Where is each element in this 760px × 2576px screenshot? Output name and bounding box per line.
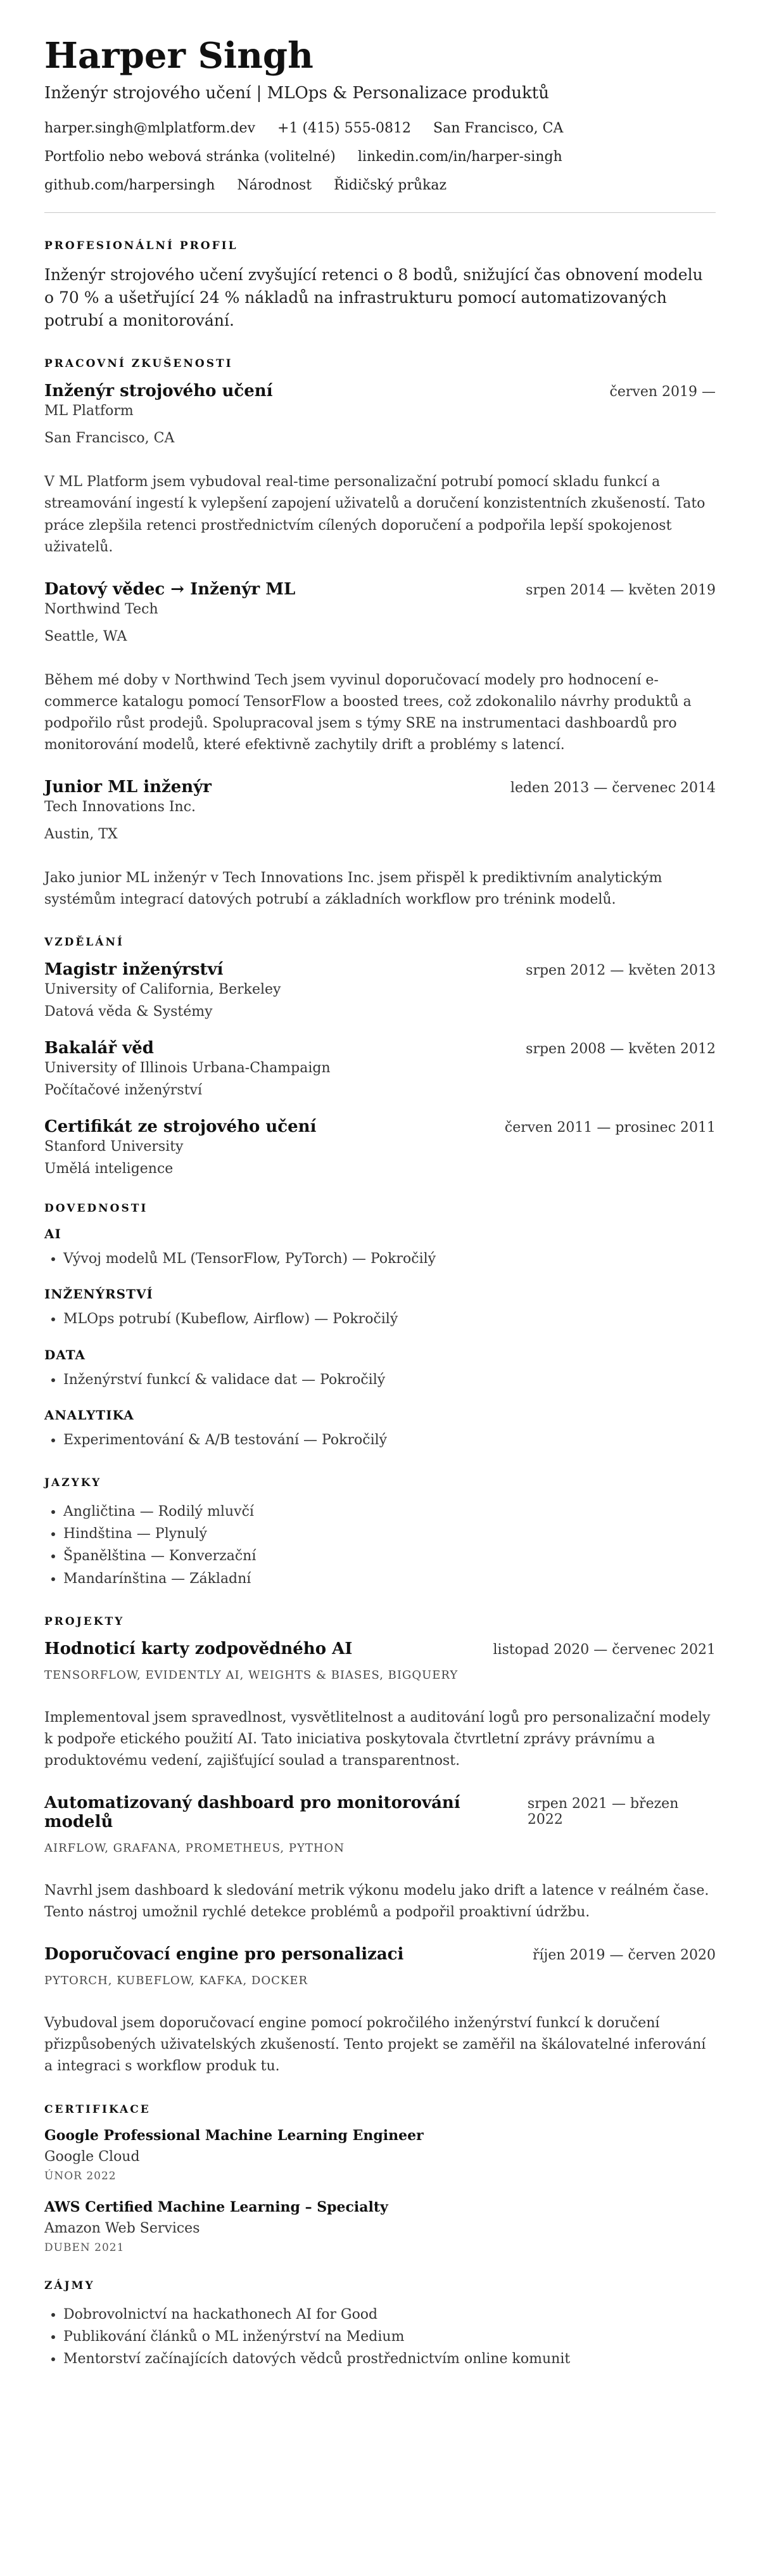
certification-entry (44, 2127, 716, 2182)
languages-section (44, 1477, 716, 1590)
degree-title: Magistr inženýrství (44, 960, 224, 980)
degree-title: Bakalář věd (44, 1039, 154, 1058)
skill-group (44, 1347, 716, 1391)
candidate-name: Harper Singh (44, 35, 314, 77)
interest-item: • Mentorství začínajících datových vědců prostřednictvím online komunit (63, 2348, 716, 2370)
study-field: Počítačové inženýrství (44, 1082, 203, 1099)
language-item: • Mandarínština — Základní (63, 1568, 716, 1590)
interest-list (44, 2304, 716, 2371)
job-location: Austin, TX (44, 826, 118, 843)
experience-entry (44, 778, 716, 911)
job-description: V ML Platform jsem vybudoval real-time personalizační potrubí pomocí skladu funkcí a streamování ingestí k vylepšení zapojení uživatelů a doručení konzistentních zkušeností. Tato práce zlepšila retenci prostřednictvím cílených doporučení a podpořila lepší spokojenost uživatelů. (44, 474, 706, 555)
contact-location: San Francisco, CA (433, 120, 564, 136)
job-location: San Francisco, CA (44, 430, 175, 447)
education-entry (44, 1117, 716, 1177)
project-tech-stack: PYTORCH, KUBEFLOW, KAFKA, DOCKER (44, 1974, 308, 1988)
education-entry (44, 960, 716, 1020)
contact-line-1 (44, 120, 716, 136)
project-entry (44, 1639, 716, 1772)
certification-name: AWS Certified Machine Learning – Specialty (44, 2198, 388, 2215)
language-item: • Angličtina — Rodilý mluvčí (63, 1501, 716, 1523)
job-company: ML Platform (44, 403, 134, 420)
project-entry (44, 1793, 716, 1923)
profile-section (44, 240, 716, 333)
skill-item: • Inženýrství funkcí & validace dat — Pokročilý (63, 1369, 716, 1391)
job-company: Tech Innovations Inc. (44, 799, 196, 816)
profile-heading: PROFESIONÁLNÍ PROFIL (44, 239, 238, 252)
contact-line-2 (44, 149, 716, 165)
header-divider (44, 212, 716, 213)
projects-heading: PROJEKTY (44, 1615, 125, 1628)
skill-category: DATA (44, 1347, 86, 1362)
skill-list (44, 1248, 716, 1270)
job-location: Seattle, WA (44, 628, 127, 644)
certification-issuer: Google Cloud (44, 2148, 140, 2165)
job-description: Během mé doby v Northwind Tech jsem vyvinul doporučovací modely pro hodnocení e-commerce katalogu pomocí TensorFlow a boosted trees, což zdokonalilo návrhy produktů a podpořilo růst prodejů. Spolupracoval jsem s týmy SRE na instrumentaci dashboardů pro monitorování modelů, které efektivně zachytily drift a problémy s latencí. (44, 672, 692, 753)
contact-driving-license: Řidičský průkaz (334, 177, 447, 193)
skill-group (44, 1407, 716, 1451)
interest-item: • Publikování článků o ML inženýrství na Medium (63, 2326, 716, 2348)
project-name: Doporučovací engine pro personalizaci (44, 1945, 404, 1964)
interest-item: • Dobrovolnictví na hackathonech AI for Good (63, 2304, 716, 2326)
job-title: Inženýr strojového učení (44, 381, 273, 401)
experience-heading: PRACOVNÍ ZKUŠENOSTI (44, 357, 233, 371)
study-field: Datová věda & Systémy (44, 1004, 213, 1020)
job-dates: leden 2013 — červenec 2014 (510, 780, 716, 797)
contact-email[interactable]: harper.singh@mlplatform.dev (44, 120, 256, 136)
project-name: Hodnoticí karty zodpovědného AI (44, 1639, 353, 1658)
projects-section (44, 1615, 716, 2078)
project-dates: srpen 2021 — březen 2022 (527, 1796, 679, 1828)
skill-list (44, 1369, 716, 1391)
skill-category: INŽENÝRSTVÍ (44, 1286, 153, 1302)
skills-heading: DOVEDNOSTI (44, 1202, 148, 1215)
language-item: • Hindština — Plynulý (63, 1523, 716, 1545)
certification-entry (44, 2199, 716, 2254)
degree-title: Certifikát ze strojového učení (44, 1117, 317, 1137)
contact-line-3 (44, 177, 716, 193)
skill-item: • Vývoj modelů ML (TensorFlow, PyTorch) — Pokročilý (63, 1248, 716, 1270)
certification-issuer: Amazon Web Services (44, 2220, 200, 2236)
job-dates: srpen 2014 — květen 2019 (526, 582, 716, 598)
project-dates: říjen 2019 — červen 2020 (533, 1947, 716, 1964)
language-list (44, 1501, 716, 1590)
contact-portfolio[interactable]: Portfolio nebo webová stránka (volitelné) (44, 148, 336, 165)
experience-entry (44, 580, 716, 756)
project-name: Automatizovaný dashboard pro monitorování modelů (44, 1793, 460, 1832)
job-company: Northwind Tech (44, 601, 158, 617)
skills-section (44, 1202, 716, 1451)
contact-linkedin[interactable]: linkedin.com/in/harper-singh (357, 148, 562, 165)
study-field: Umělá inteligence (44, 1161, 174, 1177)
education-entry (44, 1039, 716, 1098)
profile-summary: Inženýr strojového učení zvyšující retenci o 8 bodů, snižující čas obnovení modelu o 70 % a ušetřující 24 % nákladů na infrastrukturu pomocí automatizovaných potrubí a monitorování. (44, 265, 703, 330)
certifications-heading: CERTIFIKACE (44, 2103, 151, 2116)
degree-dates: srpen 2008 — květen 2012 (526, 1041, 716, 1058)
school-name: University of Illinois Urbana-Champaign (44, 1060, 331, 1077)
job-description: Jako junior ML inženýr v Tech Innovations Inc. jsem přispěl k prediktivním analytickým systémům integrací datových potrubí a základních workflow pro trénink modelů. (44, 870, 662, 908)
job-title: Junior ML inženýr (44, 778, 212, 797)
job-dates: červen 2019 — (609, 384, 716, 400)
skill-group (44, 1286, 716, 1330)
project-description: Vybudoval jsem doporučovací engine pomocí pokročilého inženýrství funkcí k doručení přizpůsobených uživatelských zkušeností. Tento projekt se zaměřil na škálovatelné inferování a integraci s workflow produk tu. (44, 2015, 706, 2075)
languages-heading: JAZYKY (44, 1477, 102, 1490)
skill-group (44, 1226, 716, 1270)
certification-name: Google Professional Machine Learning Engineer (44, 2127, 424, 2144)
education-section (44, 936, 716, 1177)
contact-github[interactable]: github.com/harpersingh (44, 177, 215, 193)
language-item: • Španělština — Konverzační (63, 1545, 716, 1567)
interests-section (44, 2279, 716, 2371)
skill-item: • MLOps potrubí (Kubeflow, Airflow) — Pokročilý (63, 1308, 716, 1330)
contact-nationality: Národnost (237, 177, 312, 193)
experience-section (44, 357, 716, 911)
project-tech-stack: TENSORFLOW, EVIDENTLY AI, WEIGHTS & BIASES, BIGQUERY (44, 1668, 459, 1682)
experience-entry (44, 381, 716, 558)
skill-category: ANALYTIKA (44, 1407, 134, 1423)
certification-date: ÚNOR 2022 (44, 2169, 117, 2182)
skill-item: • Experimentování & A/B testování — Pokročilý (63, 1429, 716, 1451)
candidate-headline: Inženýr strojového učení | MLOps & Personalizace produktů (44, 83, 549, 103)
school-name: University of California, Berkeley (44, 982, 281, 998)
resume-header (44, 37, 716, 193)
project-description: Navrhl jsem dashboard k sledování metrik výkonu modelu jako drift a latence v reálném čase. Tento nástroj umožnil rychlé detekce problémů a podpořil proaktivní údržbu. (44, 1883, 709, 1921)
project-dates: listopad 2020 — červenec 2021 (493, 1641, 716, 1658)
degree-dates: srpen 2012 — květen 2013 (526, 963, 716, 979)
skill-list (44, 1308, 716, 1330)
contact-phone[interactable]: +1 (415) 555-0812 (277, 120, 412, 136)
certification-date: DUBEN 2021 (44, 2241, 125, 2254)
interests-heading: ZÁJMY (44, 2279, 95, 2292)
education-heading: VZDĚLÁNÍ (44, 936, 124, 949)
degree-dates: červen 2011 — prosinec 2011 (504, 1120, 716, 1136)
certifications-section (44, 2103, 716, 2254)
project-tech-stack: AIRFLOW, GRAFANA, PROMETHEUS, PYTHON (44, 1842, 345, 1855)
job-title: Datový vědec → Inženýr ML (44, 579, 296, 599)
skill-category: AI (44, 1226, 61, 1242)
school-name: Stanford University (44, 1139, 184, 1155)
project-description: Implementoval jsem spravedlnost, vysvětlitelnost a auditování logů pro personalizační modely k podpoře etického použití AI. Tato iniciativa poskytovala čtvrtletní zprávy právnímu a produktovému vedení, zajišťující soulad a transparentnost. (44, 1709, 711, 1769)
skill-list (44, 1429, 716, 1451)
project-entry (44, 1945, 716, 2077)
